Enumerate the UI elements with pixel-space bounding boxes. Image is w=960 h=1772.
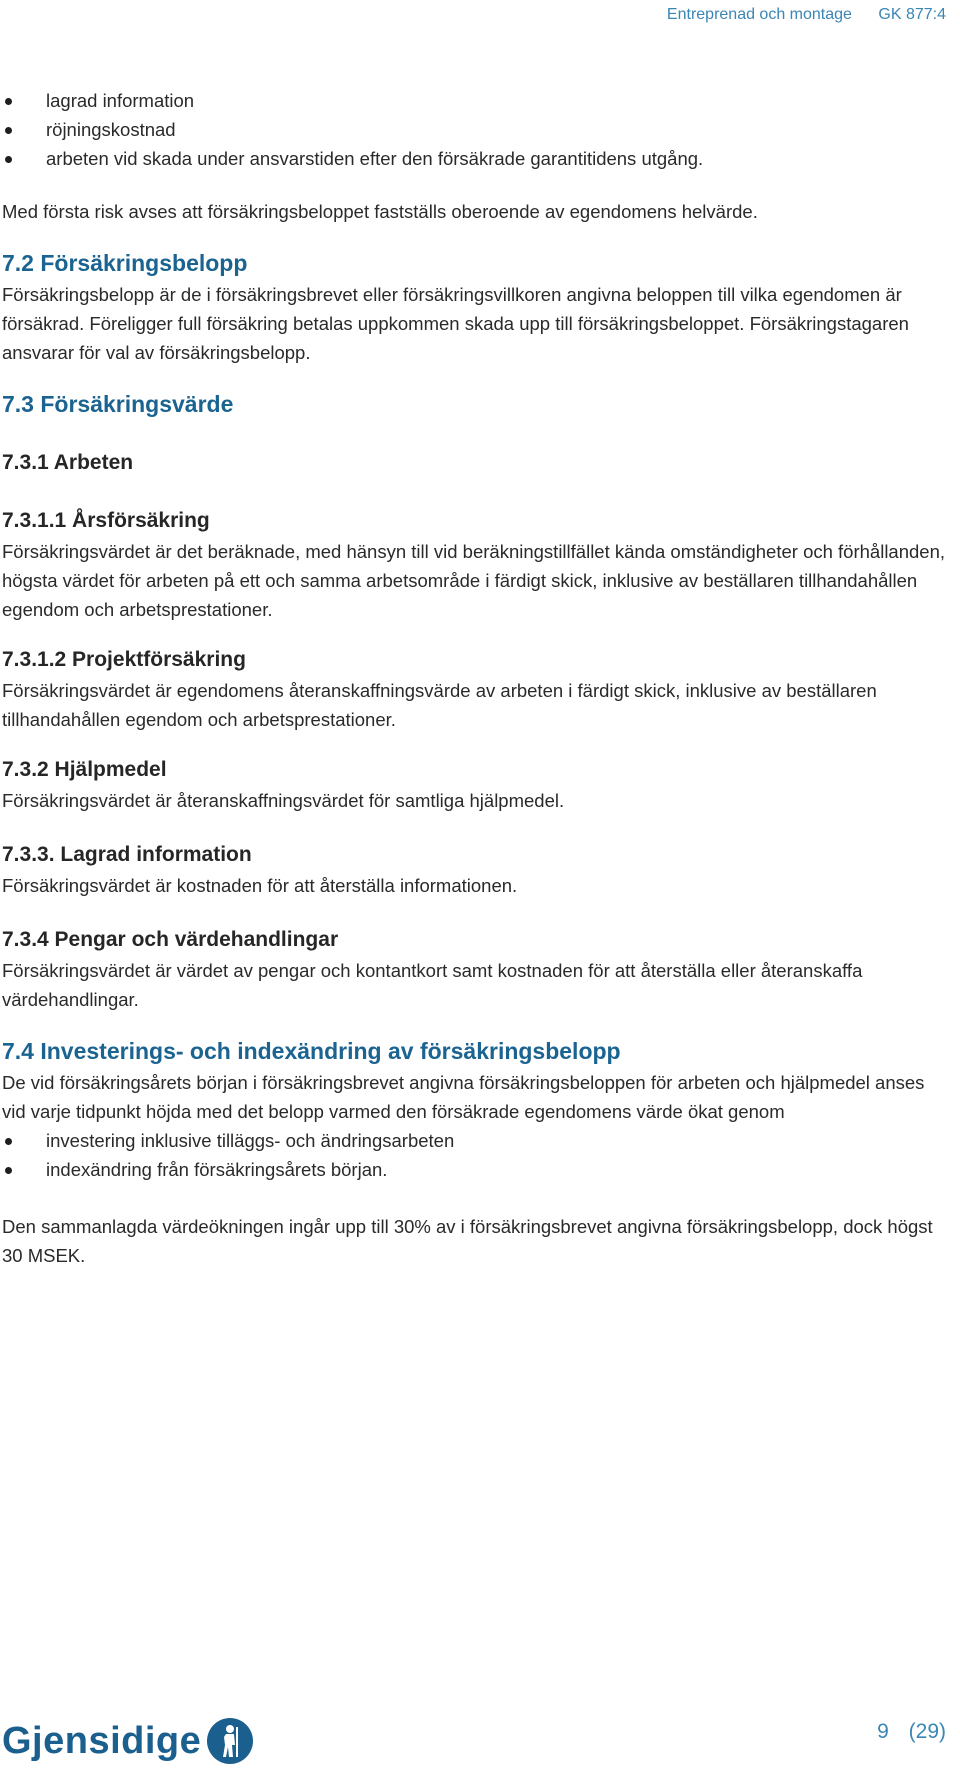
page-total: (29) bbox=[908, 1720, 946, 1743]
section-heading-7-3-3: 7.3.3. Lagrad information bbox=[2, 843, 252, 866]
list-item: investering inklusive tilläggs- och ändringsarbeten bbox=[2, 1126, 952, 1155]
bullet-list-top bbox=[2, 86, 952, 173]
gjensidige-logo bbox=[2, 1718, 253, 1764]
section-heading-7-3-2: 7.3.2 Hjälpmedel bbox=[2, 758, 167, 781]
section-body-7-3-4: Försäkringsvärdet är värdet av pengar och kontantkort samt kostnaden för att återställa eller återanskaffa värdehandlingar. bbox=[2, 960, 863, 1010]
section-heading-7-3: 7.3 Försäkringsvärde bbox=[2, 391, 234, 417]
section-body-7-2: Försäkringsbelopp är de i försäkringsbrevet eller försäkringsvillkoren angivna beloppen till vilka egendomen är försäkrad. Föreligger full försäkring betalas uppkommen skada upp till försäkringsbeloppet. Försäkringstagaren ansvarar för val av försäkringsbelopp. bbox=[2, 284, 909, 363]
list-item: arbeten vid skada under ansvarstiden efter den försäkrade garantitidens utgång. bbox=[2, 144, 952, 173]
page-number bbox=[877, 1720, 946, 1744]
section-heading-7-2: 7.2 Försäkringsbelopp bbox=[2, 250, 248, 276]
section-body-7-3-3: Försäkringsvärdet är kostnaden för att återställa informationen. bbox=[2, 875, 518, 896]
section-heading-7-3-1-1: 7.3.1.1 Årsförsäkring bbox=[2, 509, 210, 532]
list-item: röjningskostnad bbox=[2, 115, 952, 144]
section-heading-7-3-1-2: 7.3.1.2 Projektförsäkring bbox=[2, 648, 246, 671]
section-body-7-3-2: Försäkringsvärdet är återanskaffningsvärdet för samtliga hjälpmedel. bbox=[2, 790, 565, 811]
bullet-list-7-4 bbox=[2, 1126, 952, 1184]
first-risk-paragraph: Med första risk avses att försäkringsbeloppet fastställs oberoende av egendomens helvärde. bbox=[2, 201, 758, 222]
section-heading-7-3-4: 7.3.4 Pengar och värdehandlingar bbox=[2, 928, 339, 951]
section-closing-7-4: Den sammanlagda värdeökningen ingår upp till 30% av i försäkringsbrevet angivna försäkringsbelopp, dock högst 30 MSEK. bbox=[2, 1216, 933, 1266]
section-heading-7-4: 7.4 Investerings- och indexändring av försäkringsbelopp bbox=[2, 1038, 621, 1064]
logo-emblem-icon bbox=[207, 1718, 253, 1764]
header-title: Entreprenad och montage bbox=[666, 6, 852, 23]
page-current: 9 bbox=[877, 1720, 889, 1743]
list-item: lagrad information bbox=[2, 86, 952, 115]
running-header bbox=[667, 6, 946, 24]
section-heading-7-3-1: 7.3.1 Arbeten bbox=[2, 451, 134, 474]
document-body bbox=[2, 86, 952, 1270]
header-doc-code: GK 877:4 bbox=[878, 6, 946, 23]
section-body-7-4: De vid försäkringsårets början i försäkringsbrevet angivna försäkringsbeloppen för arbeten och hjälpmedel anses vid varje tidpunkt höjda med det belopp varmed den försäkrade egendomens värde ökat genom bbox=[2, 1072, 925, 1122]
section-body-7-3-1-2: Försäkringsvärdet är egendomens återanskaffningsvärde av arbeten i färdigt skick, inklusive av beställaren tillhandahållen egendom och arbetsprestationer. bbox=[2, 680, 877, 730]
list-item: indexändring från försäkringsårets början. bbox=[2, 1155, 952, 1184]
section-body-7-3-1-1: Försäkringsvärdet är det beräknade, med hänsyn till vid beräkningstillfället kända omständigheter och förhållanden, högsta värdet för arbeten på ett och samma arbetsområde i färdigt skick, inklusive av beställaren tillhandahållen egendom och arbetsprestationer. bbox=[2, 541, 946, 620]
logo-wordmark: Gjensidige bbox=[2, 1719, 202, 1762]
